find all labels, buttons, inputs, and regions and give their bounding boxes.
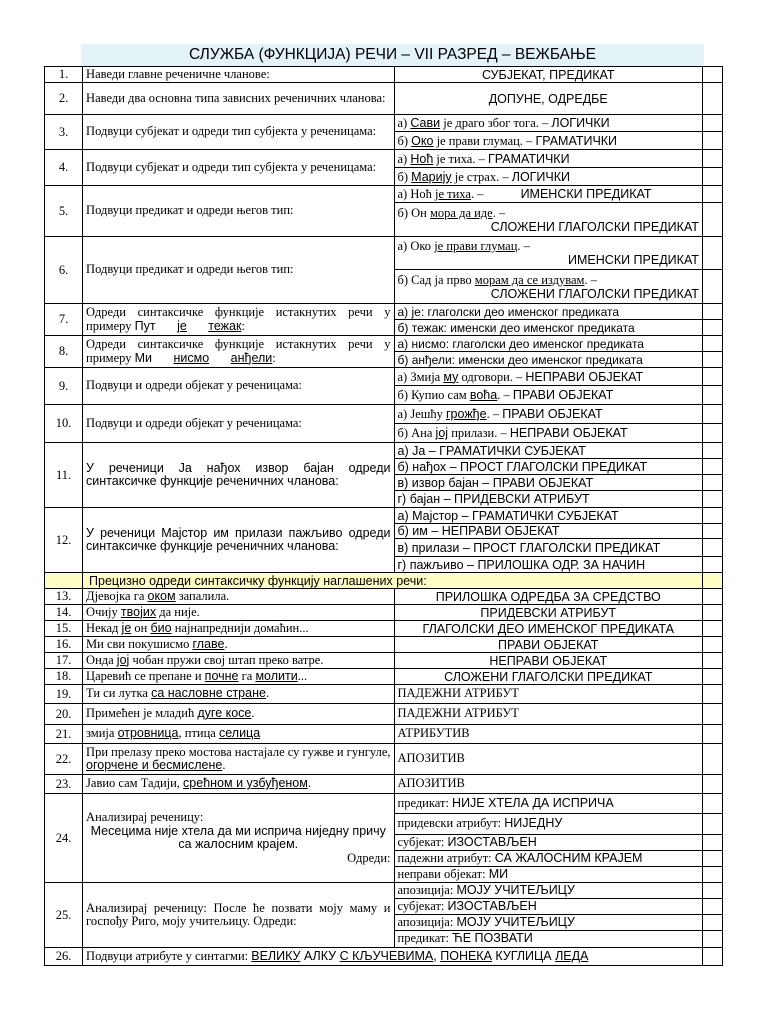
row-number: 12. bbox=[45, 508, 83, 573]
row-number: 11. bbox=[45, 443, 83, 508]
question: Некад је он био најнапреднији домаћин... bbox=[83, 621, 394, 637]
underlined-word: је прави глумац bbox=[434, 239, 518, 253]
analysis-line: падежни атрибут: СА ЖАЛОСНИМ КРАЈЕМ bbox=[394, 851, 702, 867]
table-row bbox=[45, 336, 723, 352]
question: Примећен је младић дуге косе. bbox=[83, 704, 394, 725]
analysis-line: предикат: НИЈЕ ХТЕЛА ДА ИСПРИЧА bbox=[394, 794, 702, 814]
table-row bbox=[45, 605, 723, 621]
extra-cell bbox=[702, 835, 722, 851]
extra-cell bbox=[702, 851, 722, 867]
answer-a: а) Змија му одговори. – НЕПРАВИ ОБЈЕКАТ bbox=[394, 368, 702, 386]
table-row bbox=[45, 186, 723, 203]
answer-b: б) Купио сам воћа. – ПРАВИ ОБЈЕКАТ bbox=[394, 386, 702, 405]
table-row bbox=[45, 704, 723, 725]
example-phrase: Ми нисмо анђели bbox=[134, 350, 273, 365]
extra-cell bbox=[702, 115, 722, 132]
question: Царевић се препане и почне га молити... bbox=[83, 669, 394, 685]
question-intro: Анализирај реченицу: bbox=[86, 810, 204, 824]
answer-a: а) Око је прави глумац. – ИМЕНСКИ ПРЕДИКАТ bbox=[394, 237, 702, 270]
table-row bbox=[45, 443, 723, 459]
underlined-word: морам да се издувам bbox=[474, 272, 585, 287]
extra-cell bbox=[702, 186, 722, 203]
question: змија отровница, птица селица bbox=[83, 725, 394, 744]
answer-b: б) тежак: именски део именског предиката bbox=[394, 320, 702, 336]
underlined-word: је bbox=[121, 620, 132, 635]
row-number: 5. bbox=[45, 186, 83, 237]
answer: СУБЈЕКАТ, ПРЕДИКАТ bbox=[394, 67, 702, 83]
extra-cell bbox=[702, 459, 722, 475]
underlined-word: С КЉУЧЕВИМА bbox=[339, 948, 434, 963]
underlined-word: ЛЕДА bbox=[555, 948, 589, 963]
analysis-line: субјекат: ИЗОСТАВЉЕН bbox=[394, 899, 702, 915]
extra-cell bbox=[702, 352, 722, 368]
table-row bbox=[45, 237, 723, 270]
question: Одреди синтаксичке функције истакнутих речи у примеру Пут је тежак: bbox=[83, 304, 394, 336]
extra-cell bbox=[702, 637, 722, 653]
underlined-word: Марију bbox=[411, 169, 452, 184]
question: Дјевојка га оком запалила. bbox=[83, 589, 394, 605]
answer: ДОПУНЕ, ОДРЕДБЕ bbox=[394, 83, 702, 115]
extra-cell bbox=[702, 653, 722, 669]
answer-a: а) Ноћ је тиха. – ГРАМАТИЧКИ bbox=[394, 150, 702, 168]
row-number: 3. bbox=[45, 115, 83, 150]
extra-cell bbox=[702, 775, 722, 794]
underlined-word: дуге косе bbox=[197, 706, 252, 721]
underlined-word: ПОНЕКА bbox=[440, 948, 492, 963]
answer-c: в) извор бајан – ПРАВИ ОБЈЕКАТ bbox=[394, 475, 702, 491]
extra-cell bbox=[702, 539, 722, 557]
extra-cell bbox=[702, 237, 722, 270]
answer: СЛОЖЕНИ ГЛАГОЛСКИ ПРЕДИКАТ bbox=[394, 669, 702, 685]
row-number: 7. bbox=[45, 304, 83, 336]
row-number: 19. bbox=[45, 685, 83, 704]
underlined-word: твојих bbox=[120, 604, 157, 619]
answer-b: б) Марију је страх. – ЛОГИЧКИ bbox=[394, 168, 702, 186]
extra-cell bbox=[702, 915, 722, 931]
question: У реченици Ја нађох извор бајан одреди синтаксичке функције реченичних чланова: bbox=[83, 443, 394, 508]
extra-cell bbox=[702, 589, 722, 605]
row-number: 17. bbox=[45, 653, 83, 669]
extra-cell bbox=[702, 424, 722, 443]
row-number: 16. bbox=[45, 637, 83, 653]
row-number: 25. bbox=[45, 883, 83, 948]
question: Подвуци субјекат и одреди тип субјекта у реченицама: bbox=[83, 115, 394, 150]
answer-b: б) Сад ја прво морам да се издувам. – СЛОЖЕНИ ГЛАГОЛСКИ ПРЕДИКАТ bbox=[394, 270, 702, 304]
underlined-word: главе bbox=[192, 636, 225, 651]
row-number: 18. bbox=[45, 669, 83, 685]
question: Онда јој чобан пружи свој штап преко ватре. bbox=[83, 653, 394, 669]
question: Очију твојих да није. bbox=[83, 605, 394, 621]
answer-a: а) је: глаголски део именског предиката bbox=[394, 304, 702, 320]
extra-cell bbox=[702, 491, 722, 508]
answer: ПРИЛОШКА ОДРЕДБА ЗА СРЕДСТВО bbox=[394, 589, 702, 605]
table-row bbox=[45, 589, 723, 605]
row-number: 26. bbox=[45, 948, 83, 966]
row-number: 15. bbox=[45, 621, 83, 637]
underlined-word: воћа bbox=[469, 388, 498, 402]
extra-cell bbox=[702, 443, 722, 459]
question: Анализирај реченицу: После ће позвати моју маму и госпођу Риго, моју учитељицу. Одреди: bbox=[83, 883, 394, 948]
extra-cell bbox=[702, 883, 722, 899]
underlined-word: огорчене и бесмислене bbox=[86, 758, 223, 772]
extra-cell bbox=[702, 203, 722, 237]
row-number: 22. bbox=[45, 744, 83, 775]
question: Подвуци атрибуте у синтагми: ВЕЛИКУ АЛКУ С КЉУЧЕВИМА, ПОНЕКА КУГЛИЦА ЛЕДА bbox=[83, 948, 703, 966]
underlined-word: је тиха bbox=[435, 187, 471, 201]
exercise-table bbox=[44, 66, 723, 966]
question: Подвуци и одреди објекат у реченицама: bbox=[83, 368, 394, 405]
underlined-word: јој bbox=[435, 426, 449, 440]
table-row bbox=[45, 621, 723, 637]
underlined-word: Око bbox=[411, 133, 434, 148]
answer-a: а) Јешћу грожђе. – ПРАВИ ОБЈЕКАТ bbox=[394, 405, 702, 424]
answer: ПРАВИ ОБЈЕКАТ bbox=[394, 637, 702, 653]
extra-cell bbox=[702, 508, 722, 524]
extra-cell bbox=[702, 83, 722, 115]
underlined-word: селица bbox=[218, 726, 261, 741]
underlined-word: са насловне стране bbox=[151, 686, 266, 701]
table-row bbox=[45, 725, 723, 744]
question: Наведи два основна типа зависних реченичних чланова: bbox=[83, 83, 394, 115]
analysis-line: апозиција: МОЈУ УЧИТЕЉИЦУ bbox=[394, 915, 702, 931]
row-number: 6. bbox=[45, 237, 83, 304]
answer-d: г) пажљиво – ПРИЛОШКА ОДР. ЗА НАЧИН bbox=[394, 557, 702, 573]
question: Јавио сам Тадији, срећном и узбуђеном. bbox=[83, 775, 394, 794]
extra-cell bbox=[702, 605, 722, 621]
row-number: 4. bbox=[45, 150, 83, 186]
extra-cell bbox=[702, 67, 722, 83]
section-heading: Прецизно одреди синтаксичку функцију наглашених речи: bbox=[83, 573, 703, 589]
answer: ПРИДЕВСКИ АТРИБУТ bbox=[394, 605, 702, 621]
extra-cell bbox=[702, 685, 722, 704]
underlined-word: мора да иде bbox=[430, 205, 493, 220]
extra-cell bbox=[702, 948, 722, 966]
question: При прелазу преко мостова настајале су гужве и гунгуле, огорчене и бесмислене. bbox=[83, 744, 394, 775]
answer: НЕПРАВИ ОБЈЕКАТ bbox=[394, 653, 702, 669]
row-number: 20. bbox=[45, 704, 83, 725]
extra-cell bbox=[702, 704, 722, 725]
row-number: 1. bbox=[45, 67, 83, 83]
table-row bbox=[45, 304, 723, 320]
row-number: 14. bbox=[45, 605, 83, 621]
table-row bbox=[45, 669, 723, 685]
underlined-word: оком bbox=[147, 588, 176, 603]
underlined-word: молити bbox=[255, 668, 298, 683]
answer-b: б) Он мора да иде. – СЛОЖЕНИ ГЛАГОЛСКИ ПРЕДИКАТ bbox=[394, 203, 702, 237]
answer-b: б) им – НЕПРАВИ ОБЈЕКАТ bbox=[394, 524, 702, 539]
extra-cell bbox=[702, 524, 722, 539]
answer: АПОЗИТИВ bbox=[394, 744, 702, 775]
answer-b: б) анђели: именски део именског предиката bbox=[394, 352, 702, 368]
extra-cell bbox=[702, 168, 722, 186]
row-number: 13. bbox=[45, 589, 83, 605]
section-row bbox=[45, 573, 723, 589]
extra-cell bbox=[702, 725, 722, 744]
underlined-word: Сави bbox=[410, 116, 441, 130]
extra-cell bbox=[702, 386, 722, 405]
extra-cell bbox=[702, 899, 722, 915]
table-row bbox=[45, 637, 723, 653]
question bbox=[83, 794, 394, 883]
extra-cell bbox=[702, 573, 722, 589]
analysis-line: неправи објекат: МИ bbox=[394, 867, 702, 883]
table-row bbox=[45, 744, 723, 775]
table-row bbox=[45, 685, 723, 704]
table-row bbox=[45, 67, 723, 83]
answer-b: б) Око је прави глумац. – ГРАМАТИЧКИ bbox=[394, 132, 702, 150]
question: Ми сви покушисмо главе. bbox=[83, 637, 394, 653]
underlined-word: био bbox=[150, 620, 172, 635]
row-number: 9. bbox=[45, 368, 83, 405]
table-row bbox=[45, 368, 723, 386]
extra-cell bbox=[702, 867, 722, 883]
answer-a: а) Сави је драго због тога. – ЛОГИЧКИ bbox=[394, 115, 702, 132]
table-row bbox=[45, 883, 723, 899]
question: Подвуци и одреди објекат у реченицама: bbox=[83, 405, 394, 443]
analysis-line: апозиција: МОЈУ УЧИТЕЉИЦУ bbox=[394, 883, 702, 899]
extra-cell bbox=[702, 304, 722, 320]
analysis-line: предикат: ЋЕ ПОЗВАТИ bbox=[394, 931, 702, 948]
row-number: 2. bbox=[45, 83, 83, 115]
answer: ГЛАГОЛСКИ ДЕО ИМЕНСКОГ ПРЕДИКАТА bbox=[394, 621, 702, 637]
row-number: 8. bbox=[45, 336, 83, 368]
extra-cell bbox=[702, 814, 722, 835]
analysis-line: придевски атрибут: НИЈЕДНУ bbox=[394, 814, 702, 835]
extra-cell bbox=[702, 150, 722, 168]
extra-cell bbox=[702, 132, 722, 150]
answer-a: а) Мајстор – ГРАМАТИЧКИ СУБЈЕКАТ bbox=[394, 508, 702, 524]
extra-cell bbox=[702, 931, 722, 948]
extra-cell bbox=[702, 557, 722, 573]
extra-cell bbox=[702, 475, 722, 491]
row-number bbox=[45, 573, 83, 589]
answer: АТРИБУТИВ bbox=[394, 725, 702, 744]
answer-a: а) нисмо: глаголски део именског предиката bbox=[394, 336, 702, 352]
extra-cell bbox=[702, 270, 722, 304]
table-row bbox=[45, 405, 723, 424]
extra-cell bbox=[702, 669, 722, 685]
underlined-word: му bbox=[443, 369, 459, 384]
table-row bbox=[45, 775, 723, 794]
row-number: 21. bbox=[45, 725, 83, 744]
question: Наведи главне реченичне чланове: bbox=[83, 67, 394, 83]
table-row bbox=[45, 508, 723, 524]
extra-cell bbox=[702, 744, 722, 775]
extra-cell bbox=[702, 621, 722, 637]
question: Подвуци предикат и одреди његов тип: bbox=[83, 186, 394, 237]
analysis-line: субјекат: ИЗОСТАВЉЕН bbox=[394, 835, 702, 851]
row-number: 23. bbox=[45, 775, 83, 794]
underlined-word: јој bbox=[116, 652, 130, 667]
question-sentence: Месецима није хтела да ми исприча ниједну причу са жалосним крајем. bbox=[90, 823, 386, 851]
extra-cell bbox=[702, 405, 722, 424]
table-row bbox=[45, 948, 723, 966]
answer-c: в) прилази – ПРОСТ ГЛАГОЛСКИ ПРЕДИКАТ bbox=[394, 539, 702, 557]
answer-d: г) бајан – ПРИДЕВСКИ АТРИБУТ bbox=[394, 491, 702, 508]
underlined-word: Ноћ bbox=[410, 151, 434, 166]
question: У реченици Мајстор им прилази пажљиво одреди синтаксичке функције реченичних чланова: bbox=[83, 508, 394, 573]
page-title: СЛУЖБА (ФУНКЦИЈА) РЕЧИ – VII РАЗРЕД – ВЕЖБАЊЕ bbox=[81, 44, 704, 66]
answer: ПАДЕЖНИ АТРИБУТ bbox=[394, 704, 702, 725]
underlined-word: грожђе bbox=[446, 407, 487, 421]
extra-cell bbox=[702, 320, 722, 336]
question-task: Одреди: bbox=[347, 850, 391, 865]
answer-a: а) Ја – ГРАМАТИЧКИ СУБЈЕКАТ bbox=[394, 443, 702, 459]
row-number: 24. bbox=[45, 794, 83, 883]
answer-a: а) Ноћ је тиха. – ИМЕНСКИ ПРЕДИКАТ bbox=[394, 186, 702, 203]
example-phrase: Пут је тежак bbox=[134, 318, 242, 333]
underlined-word: отровница bbox=[117, 726, 179, 741]
table-row bbox=[45, 150, 723, 168]
answer-b: б) нађох – ПРОСТ ГЛАГОЛСКИ ПРЕДИКАТ bbox=[394, 459, 702, 475]
extra-cell bbox=[702, 368, 722, 386]
underlined-word: почне bbox=[204, 668, 239, 683]
question: Подвуци субјекат и одреди тип субјекта у реченицама: bbox=[83, 150, 394, 186]
question: Ти си лутка са насловне стране. bbox=[83, 685, 394, 704]
answer-b: б) Ана јој прилази. – НЕПРАВИ ОБЈЕКАТ bbox=[394, 424, 702, 443]
answer: ПАДЕЖНИ АТРИБУТ bbox=[394, 685, 702, 704]
table-row bbox=[45, 653, 723, 669]
question: Подвуци предикат и одреди његов тип: bbox=[83, 237, 394, 304]
answer: АПОЗИТИВ bbox=[394, 775, 702, 794]
underlined-word: ВЕЛИКУ bbox=[251, 948, 301, 963]
extra-cell bbox=[702, 336, 722, 352]
row-number: 10. bbox=[45, 405, 83, 443]
table-row bbox=[45, 115, 723, 132]
table-row bbox=[45, 83, 723, 115]
question: Одреди синтаксичке функције истакнутих речи у примеру Ми нисмо анђели: bbox=[83, 336, 394, 368]
table-row bbox=[45, 794, 723, 814]
underlined-word: срећном и узбуђеном bbox=[183, 776, 308, 791]
extra-cell bbox=[702, 794, 722, 814]
